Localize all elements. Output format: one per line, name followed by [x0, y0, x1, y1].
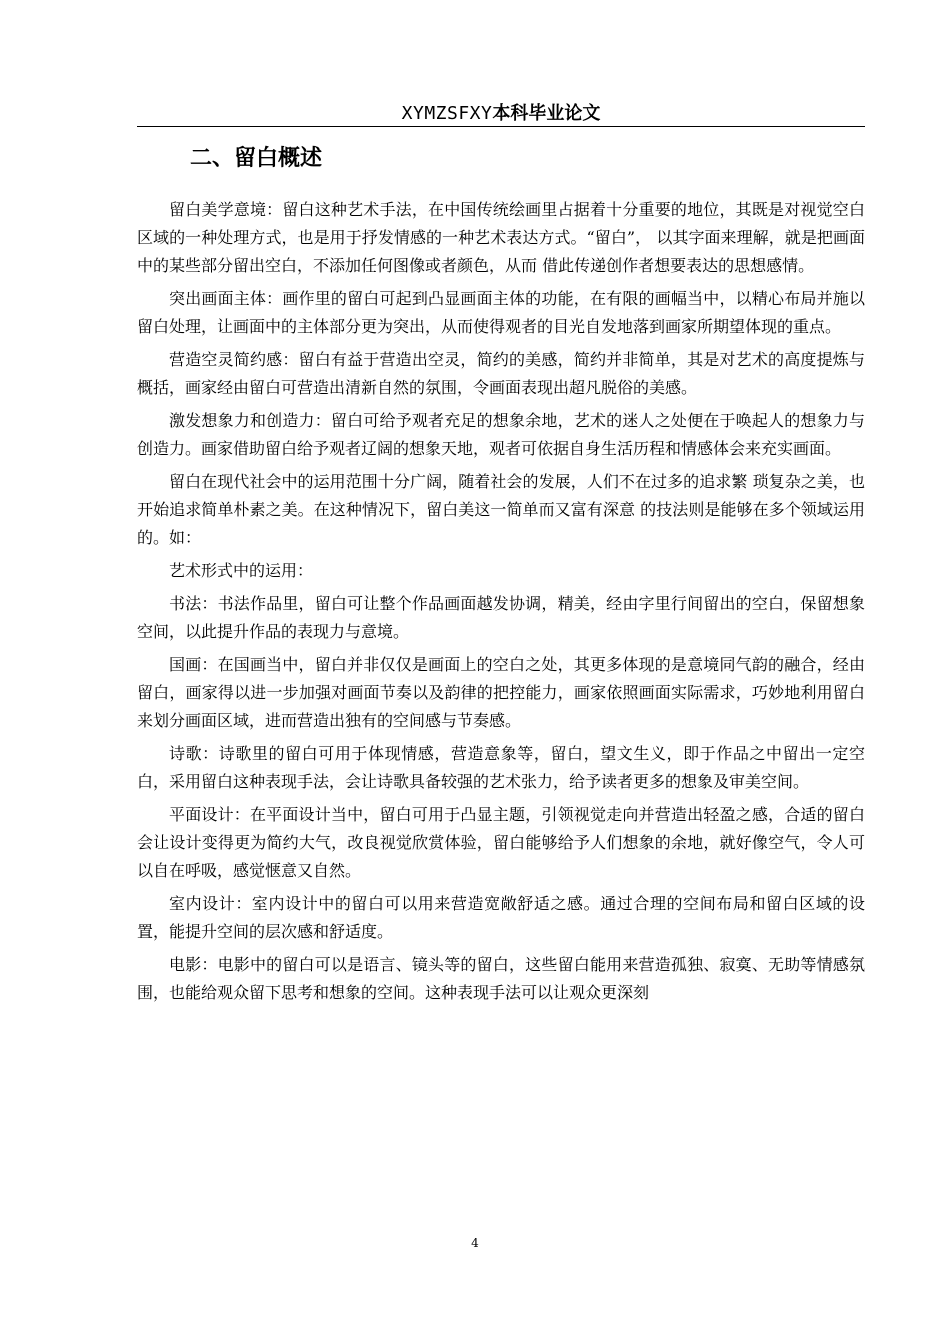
paragraph-interior-design: 室内设计：室内设计中的留白可以用来营造宽敞舒适之感。通过合理的空间布局和留白区域的设置，能提升空间的层次感和舒适度。 [137, 894, 865, 941]
paragraph-art-forms: 艺术形式中的运用： [169, 561, 314, 580]
paragraph-simplicity: 营造空灵简约感：留白有益于营造出空灵，简约的美感，简约并非简单，其是对艺术的高度提炼与概括，画家经由留白可营造出清新自然的氛围，令画面表现出超凡脱俗的美感。 [137, 350, 865, 397]
body-text [137, 196, 865, 1012]
paragraph-film: 电影：电影中的留白可以是语言、镜头等的留白，这些留白能用来营造孤独、寂寞、无助等情感氛围，也能给观众留下思考和想象的空间。这种表现手法可以让观众更深刻 [137, 955, 865, 1002]
page-header [137, 100, 865, 128]
paragraph-calligraphy: 书法：书法作品里，留白可让整个作品画面越发协调，精美，经由字里行间留出的空白，保留想象空间，以此提升作品的表现力与意境。 [137, 594, 865, 641]
paragraph-aesthetic: 留白美学意境：留白这种艺术手法，在中国传统绘画里占据着十分重要的地位，其既是对视觉空白区域的一种处理方式，也是用于抒发情感的一种艺术表达方式。“留白”， 以其字面来理解，就是把画面中的某些部分留出空白，不添加任何图像或者颜色，从而 借此传递创作者想要表达的思想感情。 [137, 200, 865, 275]
header-rule [137, 126, 865, 127]
paragraph-modern-use: 留白在现代社会中的运用范围十分广阔，随着社会的发展，人们不在过多的追求繁 琐复杂之美，也开始追求简单朴素之美。在这种情况下，留白美这一简单而又富有深意 的技法则是能够在多个领域运用的。如： [137, 472, 865, 547]
paragraph-imagination: 激发想象力和创造力：留白可给予观者充足的想象余地，艺术的迷人之处便在于唤起人的想象力与创造力。画家借助留白给予观者辽阔的想象天地，观者可依据自身生活历程和情感体会来充实画面。 [137, 411, 865, 458]
section-title: 二、留白概述 [190, 146, 323, 171]
page-number: 4 [471, 1236, 479, 1250]
header-code: XYMZSFXY [401, 103, 493, 124]
header-label: 本科毕业论文 [492, 103, 601, 124]
paragraph-painting: 国画：在国画当中，留白并非仅仅是画面上的空白之处，其更多体现的是意境同气韵的融合，经由留白，画家得以进一步加强对画面节奏以及韵律的把控能力，画家依照画面实际需求，巧妙地利用留白来划分画面区域，进而营造出独有的空间感与节奏感。 [137, 655, 865, 730]
paragraph-graphic-design: 平面设计：在平面设计当中，留白可用于凸显主题，引领视觉走向并营造出轻盈之感，合适的留白会让设计变得更为简约大气，改良视觉欣赏体验，留白能够给予人们想象的余地，就好像空气，令人可以自在呼吸，感觉惬意又自然。 [137, 805, 865, 880]
paragraph-subject: 突出画面主体：画作里的留白可起到凸显画面主体的功能，在有限的画幅当中，以精心布局并施以留白处理，让画面中的主体部分更为突出，从而使得观者的目光自发地落到画家所期望体现的重点。 [137, 289, 865, 336]
paragraph-poetry: 诗歌：诗歌里的留白可用于体现情感，营造意象等，留白，望文生义，即于作品之中留出一定空白，采用留白这种表现手法，会让诗歌具备较强的艺术张力，给予读者更多的想象及审美空间。 [137, 744, 865, 791]
